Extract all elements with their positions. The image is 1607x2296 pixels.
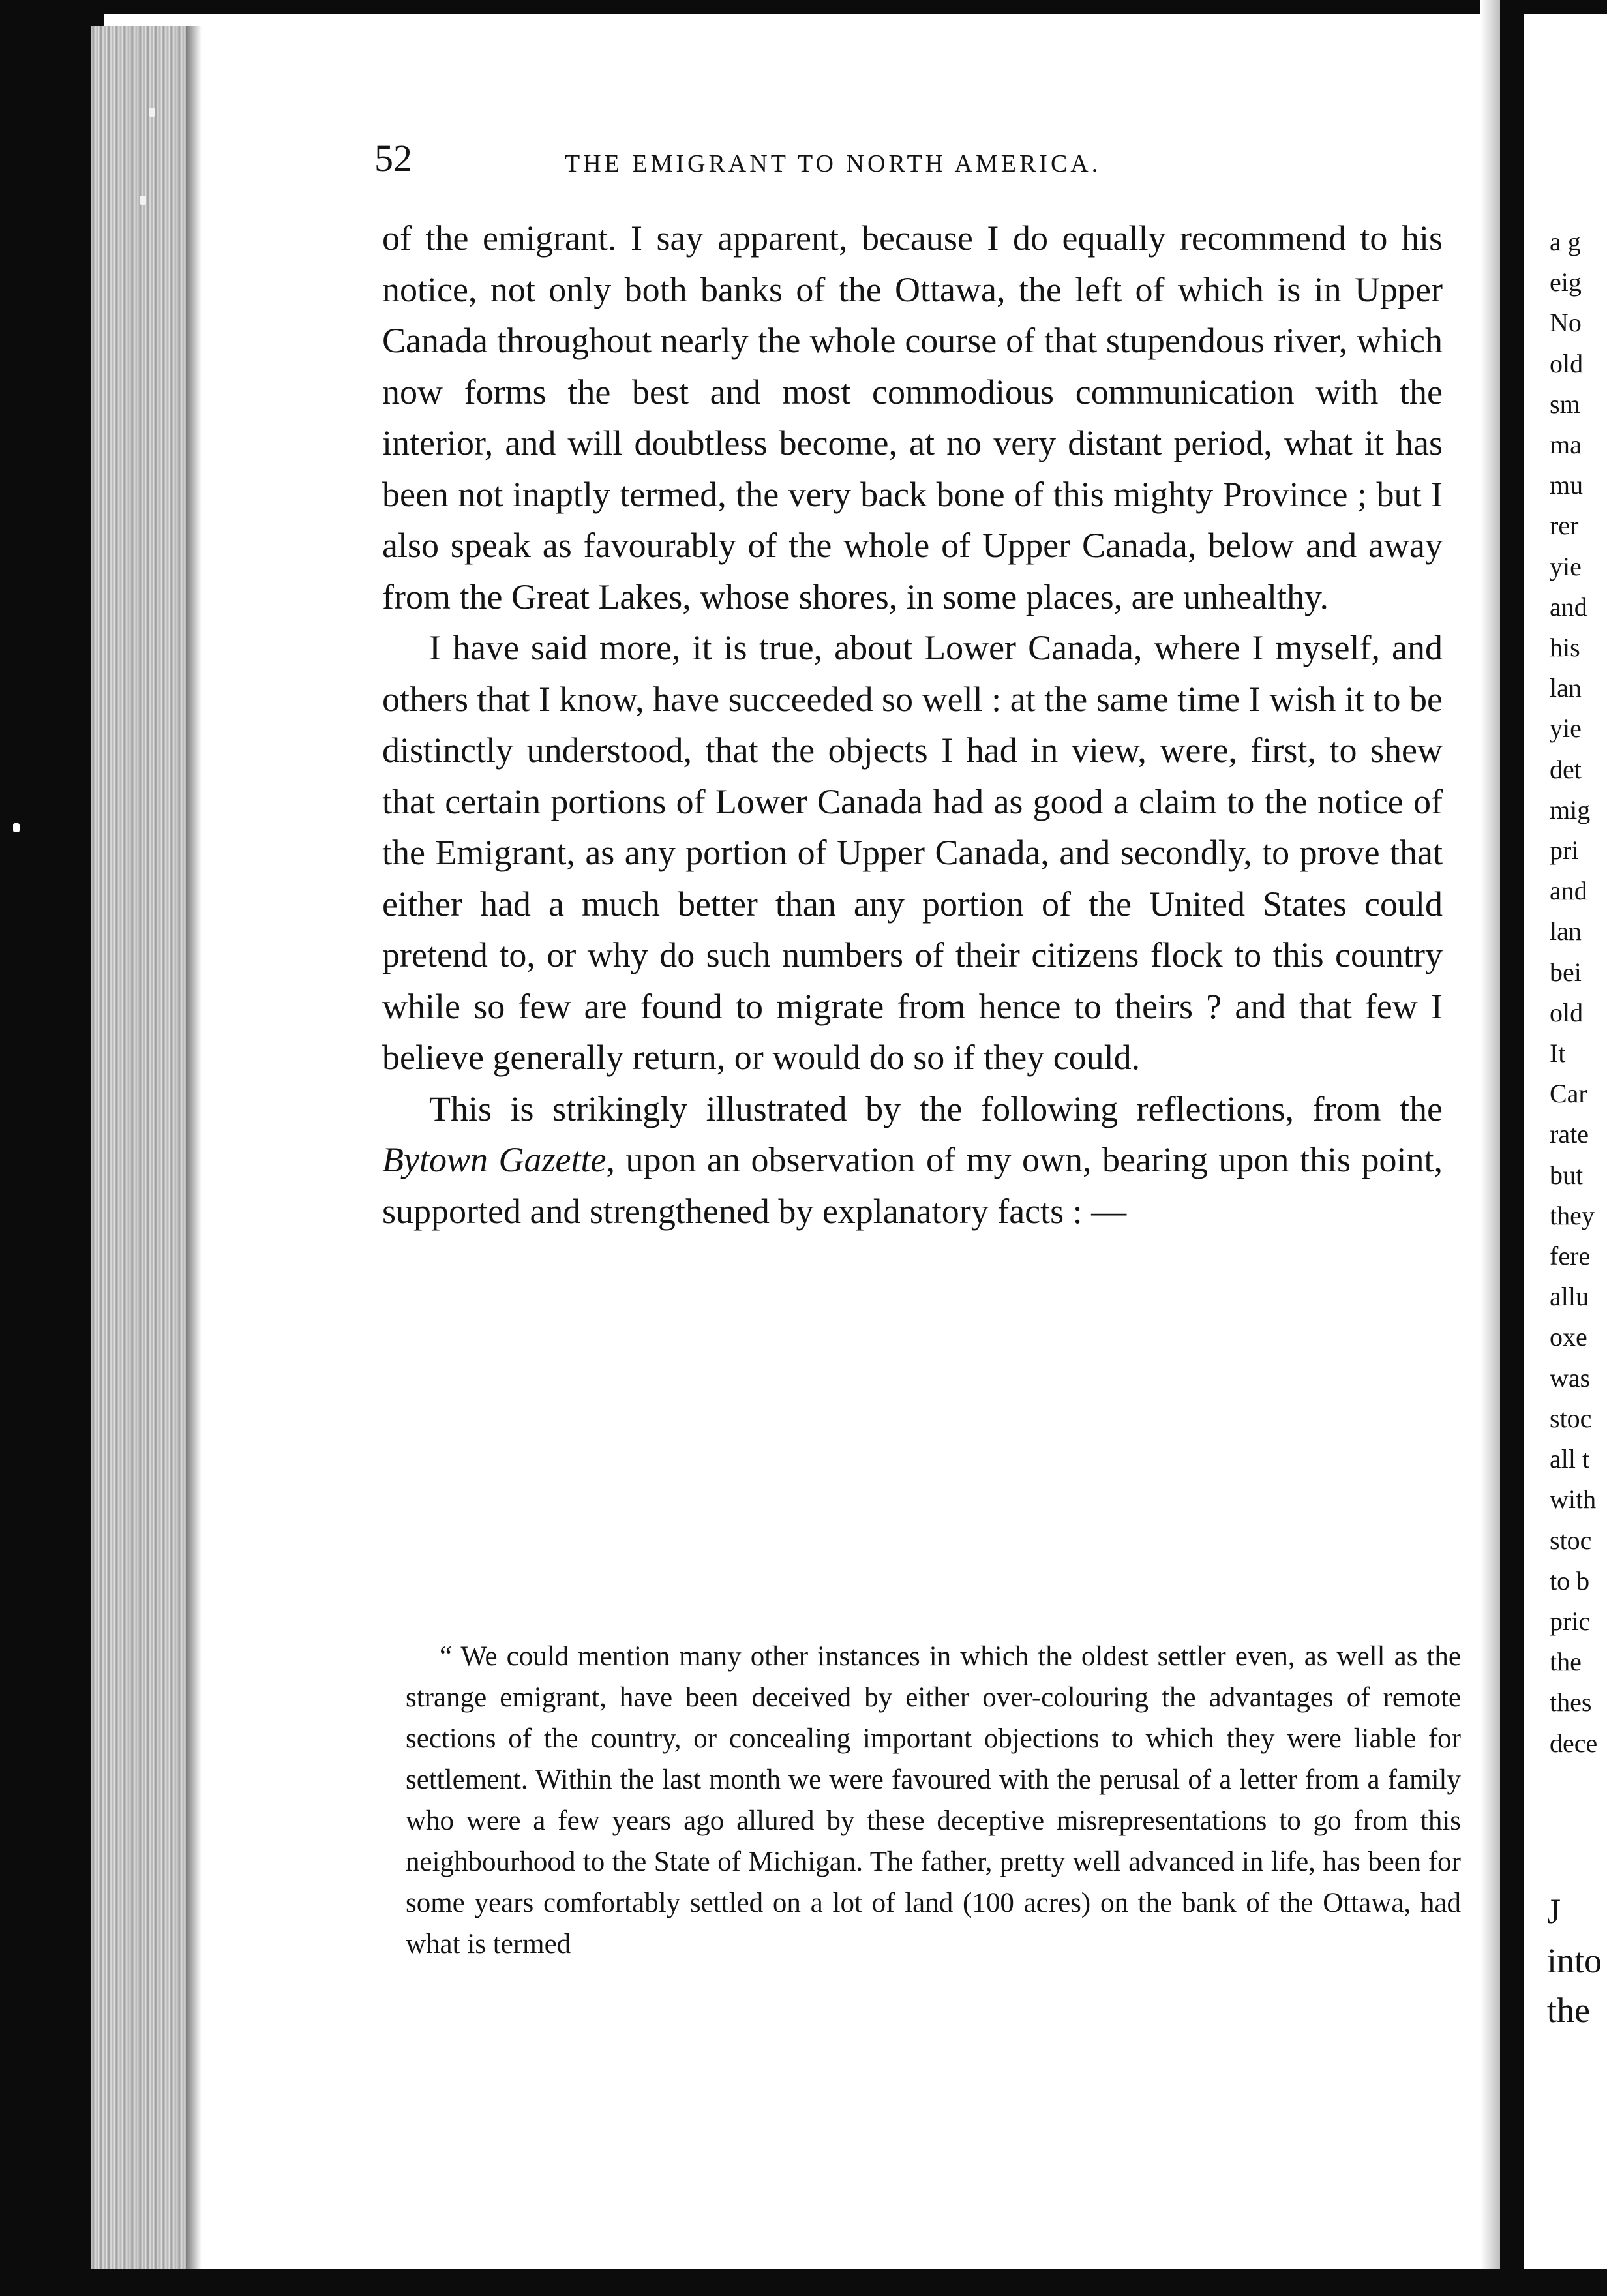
facing-line: pric [1550, 1606, 1591, 1636]
facing-page-fragment [1550, 222, 1607, 1764]
facing-line: det [1550, 754, 1582, 784]
facing-line: and [1550, 876, 1587, 906]
text-run: , upon an observation of my own, bearing upon this point, supported and strengthened by explanatory facts : — [382, 1140, 1443, 1231]
facing-line: pri [1550, 836, 1579, 866]
paragraph: of the emigrant. I say apparent, because I do equally recommend to his notice, not only both banks of the Ottawa, the left of which is in Upper Canada throughout nearly the whole course of that stupendous river, which now forms the best and most commodious communication with the interior, and will doubtless become, at no very distant period, what it has been not inaptly termed, the very back bone of this mighty Province ; but I also speak as favourably of the whole of Upper Canada, below and away from the Great Lakes, whose shores, in some places, are unhealthy. [382, 219, 1443, 616]
quoted-extract [406, 1636, 1461, 1965]
facing-line: all t [1550, 1444, 1590, 1474]
scan-speck [140, 196, 146, 205]
gutter-shadow [1480, 0, 1500, 2296]
scan-speck [13, 823, 20, 832]
facing-line: rer [1550, 511, 1579, 541]
main-text [382, 213, 1443, 1237]
facing-line: eig [1550, 267, 1582, 297]
scan-border-top [0, 0, 1607, 14]
facing-line: bei [1550, 957, 1582, 987]
book-gutter [1500, 0, 1524, 2296]
facing-line: ma [1550, 430, 1582, 460]
facing-line: fere [1550, 1241, 1591, 1271]
facing-line: J [1547, 1892, 1561, 1931]
facing-line: his [1550, 633, 1580, 663]
facing-line: lan [1550, 673, 1582, 703]
facing-line: yie [1550, 551, 1582, 581]
page-edges [91, 26, 189, 2276]
facing-line: but [1550, 1160, 1584, 1190]
scan-speck [149, 108, 155, 117]
facing-line: old [1550, 997, 1584, 1027]
facing-line: No [1550, 308, 1582, 338]
facing-line: was [1550, 1363, 1591, 1393]
facing-line: sm [1550, 389, 1580, 419]
facing-line: mu [1550, 470, 1584, 500]
facing-line: stoc [1550, 1403, 1592, 1433]
binding-shadow [186, 26, 202, 2276]
facing-line: thes [1550, 1687, 1592, 1717]
facing-line: old [1550, 348, 1584, 378]
facing-line: the [1550, 1647, 1582, 1677]
facing-line: lan [1550, 916, 1582, 946]
scan-border-left [0, 0, 104, 2296]
running-head: THE EMIGRANT TO NORTH AMERICA. [565, 150, 1102, 177]
scan-border-bottom [0, 2269, 1607, 2296]
facing-line: mig [1550, 794, 1591, 824]
facing-line: and [1550, 592, 1587, 622]
facing-page-fragment-large [1547, 1886, 1607, 2035]
quote-paragraph: “ We could mention many other instances in which the oldest settler even, as well as the strange emigrant, have been deceived by either over-colouring the advantages of remote sections of the country, or concealing important objections to which they were liable for settlement. Within the last month we were favoured with the perusal of a letter from a family who were a few years ago allured by these deceptive misrepresentations to go from this neighbourhood to the State of Michigan. The father, pretty well advanced in life, has been for some years comfortably settled on a lot of land (100 acres) on the bank of the Ottawa, had what is termed [406, 1641, 1461, 1959]
facing-line: It [1550, 1038, 1566, 1068]
paragraph [382, 1083, 1443, 1237]
facing-line: dece [1550, 1728, 1598, 1758]
facing-line: a g [1550, 227, 1581, 256]
page-number: 52 [374, 137, 412, 179]
facing-line: allu [1550, 1282, 1589, 1312]
facing-line: oxe [1550, 1322, 1587, 1352]
facing-line: rate [1550, 1119, 1589, 1149]
paragraph: I have said more, it is true, about Lower Canada, where I myself, and others that I know, have succeeded so well : at the same time I wish it to be distinctly understood, that the objects I had in view, were, first, to shew that certain portions of Lower Canada had as good a claim to the notice of the Emigrant, as any portion of Upper Canada, and secondly, to prove that either had a much better than any portion of the United States could pretend to, or why do such numbers of their citizens flock to this country while so few are found to migrate from hence to theirs ? and that few I believe generally return, or would do so if they could. [382, 628, 1443, 1077]
newspaper-title: Bytown Gazette [382, 1140, 607, 1179]
facing-line: stoc [1550, 1525, 1592, 1555]
facing-line: the [1547, 1991, 1590, 2030]
facing-line: yie [1550, 714, 1582, 744]
text-run: This is strikingly illustrated by the following reflections, from the [429, 1089, 1443, 1128]
facing-line: with [1550, 1485, 1597, 1515]
facing-line: to b [1550, 1565, 1590, 1595]
facing-line: they [1550, 1200, 1595, 1230]
facing-line: into [1547, 1941, 1602, 1980]
facing-line: Car [1550, 1079, 1587, 1109]
